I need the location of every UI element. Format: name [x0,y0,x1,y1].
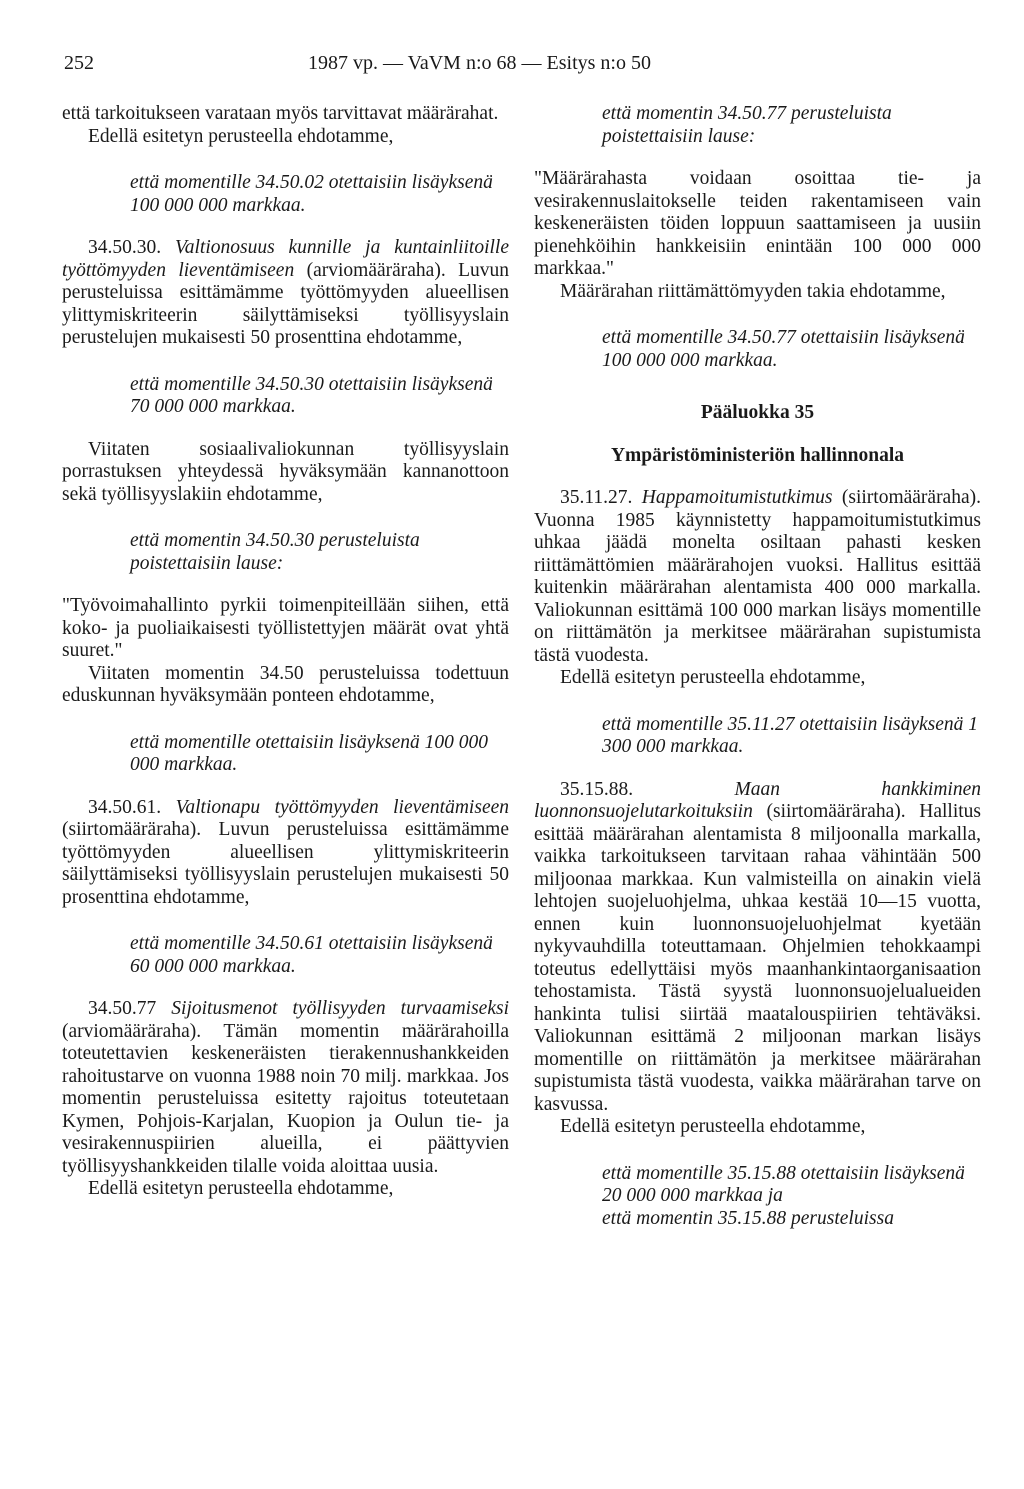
paragraph: Edellä esitetyn perusteella ehdotamme, [560,667,866,688]
paragraph: Edellä esitetyn perusteella ehdotamme, [88,1178,394,1199]
section-number: 34.50.61. [88,796,162,818]
proposal: että momentille otettaisiin lisäyksenä 100 000 000 markkaa. [130,731,488,775]
section-paragraph [534,779,981,1117]
right-column [534,103,981,1250]
paragraph: että tarkoitukseen varataan myös tarvittavat määrärahat. [62,103,499,124]
section-title: Sijoitusmenot työllisyyden turvaamiseksi [171,998,509,1019]
section-paragraph [62,998,509,1178]
section-title: Valtionapu työttömyyden lieventämiseen [175,796,509,818]
proposal: että momentille 34.50.02 otettaisiin lisäyksenä 100 000 000 markkaa. [130,172,493,216]
proposal: että momentille 35.11.27 otettaisiin lisäyksenä 1 300 000 markkaa. [602,713,979,757]
section-number: 35.11.27. [560,487,633,508]
proposal: että momentille 34.50.30 otettaisiin lisäyksenä 70 000 000 markkaa. [130,373,493,417]
section-body: (siirtomääräraha). Hallitus esittää määrärahan alentamista 8 miljoonalla markalla, vaikka tarkoitukseen tarvitaan rahaa vähintään 500 miljoonaa markkaa. Kun valmisteilla on ainakin vielä lehtojen suojeluohjelma, uhkaa kestää 10—15 vuotta, ennen kuin luonnonsuojeluohjelmat kyetään nykyvauhdilla toteuttamaan. Ohjelmien tehokkaampi toteutus edellyttäisi myös maanhankintaorganisaation tehostamista. Tästä syystä luonnonsuojelualueiden hankinta tulisi siirtää maatalouspiirien tehtäväksi. Valiokunnan esittämä 2 miljoonan markan lisäys momentille on riittämätön ja merkitsee määrärahan supistumista tästä vuodesta, vaikka määrärahan tarve on kasvussa. [534,801,982,1115]
section-body: (siirtomääräraha). Vuonna 1985 käynnistetty happamoitumistutkimus uhkaa jäädä monelta osiltaan pahasti kesken riittämättömien määrärahojen vuoksi. Hallitus esittää kuitenkin määrärahan alentamista 400 000 markalla. Valiokunnan esittämä 100 000 markan lisäys momentille on riittämätön ja merkitsee määrärahan supistumista tästä vuodesta. [534,487,981,666]
section-number: 34.50.30. [88,237,162,258]
section-paragraph [62,237,509,350]
left-column [62,103,509,1201]
section-paragraph [62,797,509,910]
proposal: että momentin 35.15.88 perusteluissa [602,1207,894,1229]
main-class-heading: Pääluokka 35 [700,402,815,423]
section-body: (arviomääräraha). Luvun perusteluissa esittämämme työttömyyden alueellisen ylittymiskriteerin säilyttämiseksi työllisyyslain perustelujen mukaisesti 50 prosenttina ehdotamme, [62,259,509,348]
section-number: 34.50.77 [88,998,157,1019]
page-number: 252 [64,52,94,74]
paragraph: Viitaten sosiaalivaliokunnan työllisyyslain porrastuksen yhteydessä hyväksymään kannanottoon sekä työllisyyslakiin ehdotamme, [62,438,509,505]
paragraph: Edellä esitetyn perusteella ehdotamme, [560,1116,866,1137]
ministry-heading: Ympäristöministeriön hallinnonala [610,444,905,466]
header-title: 1987 vp. — VaVM n:o 68 — Esitys n:o 50 [308,52,651,74]
proposal: että momentille 34.50.61 otettaisiin lisäyksenä 60 000 000 markkaa. [130,933,493,977]
section-title: Maan hankkiminen luonnonsuojelutarkoituksiin [534,778,981,822]
section-body: (arviomääräraha). Tämän momentin määrärahoilla toteutettavien keskeneräisten tierakennushankkeiden rahoitustarve on vuonna 1988 noin 70 milj. markkaa. Jos momentin perusteluissa esitetty rajoitus toteutetaan Kymen, Pohjois-Karjalan, Kuopion ja Oulun tie- ja vesirakennuspiirien alueilla, ei päättyvien työllisyyshankkeiden tilalle voida aloittaa uusia. [62,1020,509,1177]
paragraph: Määrärahan riittämättömyyden takia ehdotamme, [560,280,946,302]
proposal: että momentille 35.15.88 otettaisiin lisäyksenä 20 000 000 markkaa ja [602,1162,965,1206]
quotation: "Määrärahasta voidaan osoittaa tie- ja vesirakennuslaitokselle teiden rakentamiseen vain keskeneräisten töiden loppuun saattamiseen ja uusiin pienehköihin hankkeisiin enintään 100 000 000 markkaa." [534,168,981,279]
section-paragraph [534,487,981,667]
proposal: että momentin 34.50.77 perusteluista poistettaisiin lause: [602,103,892,147]
paragraph: Edellä esitetyn perusteella ehdotamme, [88,125,394,147]
section-body: (siirtomääräraha). Luvun perusteluissa esittämämme työttömyyden alueellisen ylittymiskriteerin säilyttämiseksi työllisyyslain perustelujen mukaisesti 50 prosenttina ehdotamme, [62,819,509,908]
section-title: Happamoitumistutkimus [641,487,833,508]
proposal: että momentille 34.50.77 otettaisiin lisäyksenä 100 000 000 markkaa. [602,327,965,371]
quotation: "Työvoimahallinto pyrkii toimenpiteillään siihen, että koko- ja puoliaikaisesti työllistettyjen määrät ovat yhtä suuret." [62,595,509,661]
section-number: 35.15.88. [560,778,634,800]
proposal: että momentin 34.50.30 perusteluista poistettaisiin lause: [130,530,420,574]
page-header [64,52,964,82]
paragraph: Viitaten momentin 34.50 perusteluissa todettuun eduskunnan hyväksymään ponteen ehdotamme, [62,662,509,706]
section-title: Valtionosuus kunnille ja kuntainliitoille työttömyyden lieventämiseen [62,237,510,281]
